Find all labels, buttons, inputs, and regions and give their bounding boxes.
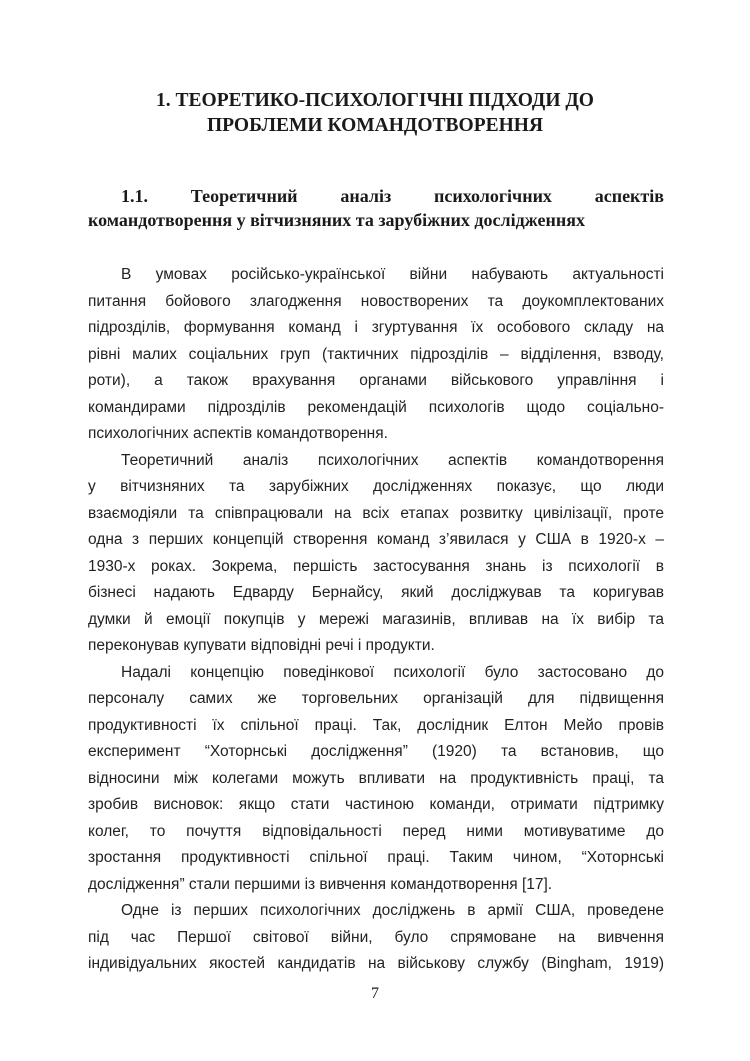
body-line: Теоретичний аналіз психологічних аспектів командотворення xyxy=(121,451,664,469)
body-line: під час Першої світової війни, було спрямоване на вивчення xyxy=(88,928,664,946)
body-line: переконував купувати відповідні речі і продукти. xyxy=(88,637,435,654)
body-line: бізнесі надають Едварду Бернайсу, який досліджував та коригував xyxy=(88,584,664,601)
body-line: підрозділів, формування команд і згуртування їх особового складу на xyxy=(88,319,664,336)
body-line: роти), а також врахування органами військового управління і xyxy=(88,372,664,389)
body-line: експеримент “Хоторнські дослідження” (1920) та встановив, що xyxy=(88,743,664,760)
page-number: 7 xyxy=(371,985,379,1002)
body-line: одна з перших концепцій створення команд з’явилася у США в 1920-х – xyxy=(88,531,664,548)
body-line: індивідуальних якостей кандидатів на військову службу (Bingham, 1919) xyxy=(88,955,664,972)
chapter-title-line-1: 1. ТЕОРЕТИКО-ПСИХОЛОГІЧНІ ПІДХОДИ ДО xyxy=(156,90,594,111)
body-line: у вітчизняних та зарубіжних дослідженнях показує, що люди xyxy=(88,478,664,495)
body-line: зробив висновок: якщо стати частиною команди, отримати підтримку xyxy=(88,796,664,813)
body-line: зростання продуктивності спільної праці. Таким чином, “Хоторнські xyxy=(88,849,664,866)
body-text xyxy=(88,262,664,978)
section-heading-line-2: командотворення у вітчизняних та зарубіжних дослідженнях xyxy=(88,210,585,230)
section-heading-line-1: 1.1. Теоретичний аналіз психологічних аспектів xyxy=(121,186,664,206)
section-heading xyxy=(88,184,664,232)
body-line: колег, то почуття відповідальності перед ними мотивуватиме до xyxy=(88,822,664,840)
body-line: дослідження” стали першими із вивчення командотворення [17]. xyxy=(88,875,553,893)
body-line: відносини між колегами можуть впливати на продуктивність праці, та xyxy=(88,769,664,787)
chapter-title-line-2: ПРОБЛЕМИ КОМАНДОТВОРЕННЯ xyxy=(206,115,544,136)
body-line: продуктивності їх спільної праці. Так, дослідник Елтон Мейо провів xyxy=(88,716,664,734)
body-line: психологічних аспектів командотворення. xyxy=(88,425,388,442)
body-line: Одне із перших психологічних досліджень в армії США, проведене xyxy=(121,902,664,919)
body-line: Надалі концепцію поведінкової психології було застосовано до xyxy=(121,663,664,681)
body-line: В умовах російсько-української війни набувають актуальності xyxy=(121,266,664,283)
body-line: рівні малих соціальних груп (тактичних підрозділів – відділення, взводу, xyxy=(88,345,664,363)
body-line: командирами підрозділів рекомендацій психологів щодо соціально- xyxy=(88,398,664,416)
body-line: думки й емоції покупців у мережі магазинів, впливав на їх вибір та xyxy=(88,610,664,628)
body-line: персоналу самих же торговельних організацій для підвищення xyxy=(88,690,664,707)
body-line: питання бойового злагодження новостворених та доукомплектованих xyxy=(88,292,664,310)
body-line: взаємодіяли та співпрацювали на всіх етапах розвитку цивілізації, проте xyxy=(88,504,664,522)
chapter-title xyxy=(110,88,640,138)
body-line: 1930-х роках. Зокрема, першість застосування знань із психології в xyxy=(88,557,664,575)
